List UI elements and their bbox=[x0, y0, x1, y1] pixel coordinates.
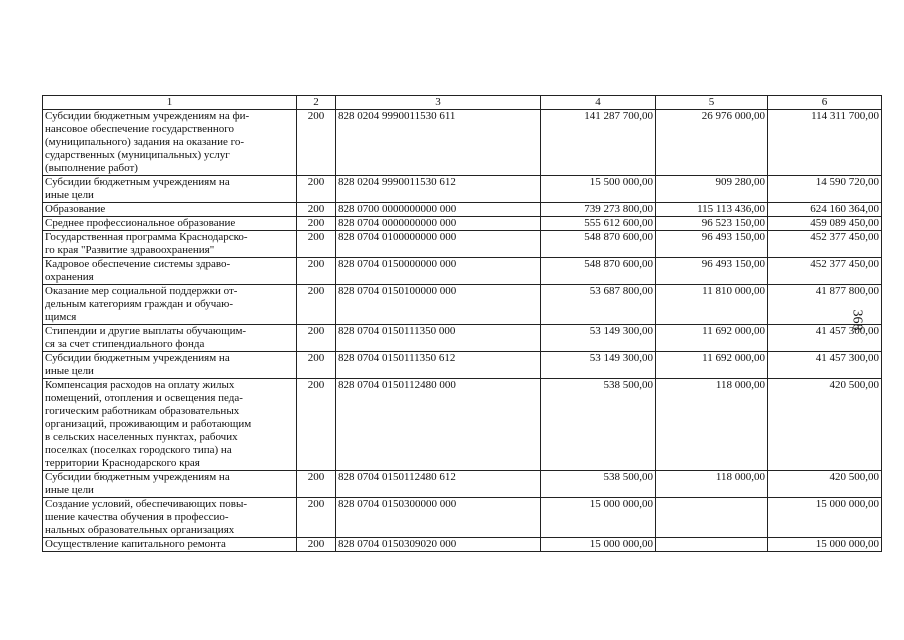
row-label: Среднее профессиональное образование bbox=[45, 217, 236, 229]
table-row bbox=[43, 231, 882, 258]
cell-code: 200 bbox=[297, 498, 336, 538]
cell-name bbox=[43, 217, 297, 231]
table-row bbox=[43, 352, 882, 379]
row-label: Субсидии бюджетным учреждениям на фи- нансовое обеспечение государственного (муниципального) задания на оказание го- сударственных (муниципальных) услуг (выполнение работ) bbox=[45, 110, 250, 174]
cell-col5 bbox=[656, 538, 768, 552]
cell-col4: 538 500,00 bbox=[541, 471, 656, 498]
cell-col6: 114 311 700,00 bbox=[768, 110, 882, 176]
table-body bbox=[43, 110, 882, 552]
row-label: Оказание мер социальной поддержки от- дельным категориям граждан и обучаю- щимся bbox=[45, 285, 238, 323]
table-row bbox=[43, 258, 882, 285]
header-col-4: 4 bbox=[541, 96, 656, 110]
cell-name bbox=[43, 352, 297, 379]
cell-code: 200 bbox=[297, 176, 336, 203]
cell-name bbox=[43, 325, 297, 352]
cell-kbk: 828 0204 9990011530 611 bbox=[336, 110, 541, 176]
cell-col4: 141 287 700,00 bbox=[541, 110, 656, 176]
header-col-3: 3 bbox=[336, 96, 541, 110]
cell-name bbox=[43, 498, 297, 538]
cell-code: 200 bbox=[297, 538, 336, 552]
cell-code: 200 bbox=[297, 471, 336, 498]
table-row bbox=[43, 203, 882, 217]
cell-col5 bbox=[656, 498, 768, 538]
cell-col5: 26 976 000,00 bbox=[656, 110, 768, 176]
cell-col4: 53 149 300,00 bbox=[541, 352, 656, 379]
cell-col6: 15 000 000,00 bbox=[768, 538, 882, 552]
cell-col5: 96 493 150,00 bbox=[656, 231, 768, 258]
cell-col6: 15 000 000,00 bbox=[768, 498, 882, 538]
cell-col5: 11 810 000,00 bbox=[656, 285, 768, 325]
table-row bbox=[43, 471, 882, 498]
cell-col5: 118 000,00 bbox=[656, 471, 768, 498]
table-row bbox=[43, 498, 882, 538]
table-row bbox=[43, 285, 882, 325]
row-label: Субсидии бюджетным учреждениям на иные цели bbox=[45, 352, 230, 377]
cell-col4: 53 687 800,00 bbox=[541, 285, 656, 325]
cell-name bbox=[43, 471, 297, 498]
cell-code: 200 bbox=[297, 110, 336, 176]
cell-kbk: 828 0704 0150112480 000 bbox=[336, 379, 541, 471]
cell-col5: 96 493 150,00 bbox=[656, 258, 768, 285]
table-row bbox=[43, 217, 882, 231]
header-col-2: 2 bbox=[297, 96, 336, 110]
row-label: Государственная программа Краснодарско- го края "Развитие здравоохранения" bbox=[45, 231, 248, 256]
cell-kbk: 828 0204 9990011530 612 bbox=[336, 176, 541, 203]
row-label: Субсидии бюджетным учреждениям на иные цели bbox=[45, 471, 230, 496]
cell-kbk: 828 0704 0100000000 000 bbox=[336, 231, 541, 258]
row-label: Создание условий, обеспечивающих повы- шение качества обучения в профессио- нальных образовательных организациях bbox=[45, 498, 248, 536]
cell-kbk: 828 0704 0000000000 000 bbox=[336, 217, 541, 231]
cell-col6: 41 877 800,00 bbox=[768, 285, 882, 325]
cell-kbk: 828 0704 0150111350 612 bbox=[336, 352, 541, 379]
cell-name bbox=[43, 231, 297, 258]
cell-col4: 555 612 600,00 bbox=[541, 217, 656, 231]
cell-col6: 459 089 450,00 bbox=[768, 217, 882, 231]
cell-name bbox=[43, 110, 297, 176]
cell-col4: 15 500 000,00 bbox=[541, 176, 656, 203]
cell-col5: 909 280,00 bbox=[656, 176, 768, 203]
cell-col4: 15 000 000,00 bbox=[541, 538, 656, 552]
cell-name bbox=[43, 538, 297, 552]
row-label: Субсидии бюджетным учреждениям на иные цели bbox=[45, 176, 230, 201]
cell-col6: 452 377 450,00 bbox=[768, 258, 882, 285]
cell-col4: 548 870 600,00 bbox=[541, 231, 656, 258]
cell-name bbox=[43, 203, 297, 217]
row-label: Кадровое обеспечение системы здраво- охранения bbox=[45, 258, 231, 283]
cell-col5: 115 113 436,00 bbox=[656, 203, 768, 217]
cell-kbk: 828 0704 0150111350 000 bbox=[336, 325, 541, 352]
cell-col6: 420 500,00 bbox=[768, 379, 882, 471]
cell-code: 200 bbox=[297, 285, 336, 325]
cell-kbk: 828 0704 0150112480 612 bbox=[336, 471, 541, 498]
table-row bbox=[43, 538, 882, 552]
cell-code: 200 bbox=[297, 217, 336, 231]
cell-col5: 96 523 150,00 bbox=[656, 217, 768, 231]
header-col-6: 6 bbox=[768, 96, 882, 110]
cell-col4: 15 000 000,00 bbox=[541, 498, 656, 538]
cell-code: 200 bbox=[297, 203, 336, 217]
cell-kbk: 828 0704 0150000000 000 bbox=[336, 258, 541, 285]
cell-col5: 11 692 000,00 bbox=[656, 352, 768, 379]
cell-col4: 53 149 300,00 bbox=[541, 325, 656, 352]
table-row bbox=[43, 379, 882, 471]
cell-code: 200 bbox=[297, 352, 336, 379]
cell-col6: 624 160 364,00 bbox=[768, 203, 882, 217]
cell-col4: 739 273 800,00 bbox=[541, 203, 656, 217]
cell-col6: 452 377 450,00 bbox=[768, 231, 882, 258]
cell-name bbox=[43, 285, 297, 325]
cell-kbk: 828 0704 0150309020 000 bbox=[336, 538, 541, 552]
budget-table bbox=[42, 95, 882, 552]
cell-name bbox=[43, 176, 297, 203]
cell-kbk: 828 0700 0000000000 000 bbox=[336, 203, 541, 217]
cell-col4: 538 500,00 bbox=[541, 379, 656, 471]
row-label: Образование bbox=[45, 203, 106, 215]
table-header-row bbox=[43, 96, 882, 110]
cell-col6: 420 500,00 bbox=[768, 471, 882, 498]
cell-code: 200 bbox=[297, 231, 336, 258]
cell-col6: 41 457 300,00 bbox=[768, 352, 882, 379]
cell-kbk: 828 0704 0150100000 000 bbox=[336, 285, 541, 325]
table-row bbox=[43, 110, 882, 176]
cell-kbk: 828 0704 0150300000 000 bbox=[336, 498, 541, 538]
page-number: 368 bbox=[849, 309, 865, 331]
row-label: Компенсация расходов на оплату жилых помещений, отопления и освещения педа- гогическим работникам образовательных организаций, проживающим и работающим в сельских населенных пунктах, рабочих поселках (поселках городского типа) на территории Краснодарского края bbox=[45, 379, 252, 469]
cell-col5: 118 000,00 bbox=[656, 379, 768, 471]
table-row bbox=[43, 325, 882, 352]
cell-col6: 14 590 720,00 bbox=[768, 176, 882, 203]
header-col-5: 5 bbox=[656, 96, 768, 110]
row-label: Осуществление капитального ремонта bbox=[45, 538, 226, 550]
cell-code: 200 bbox=[297, 379, 336, 471]
cell-name bbox=[43, 379, 297, 471]
cell-col4: 548 870 600,00 bbox=[541, 258, 656, 285]
table-row bbox=[43, 176, 882, 203]
row-label: Стипендии и другие выплаты обучающим- ся за счет стипендиального фонда bbox=[45, 325, 247, 350]
cell-code: 200 bbox=[297, 258, 336, 285]
cell-code: 200 bbox=[297, 325, 336, 352]
header-col-1: 1 bbox=[43, 96, 297, 110]
cell-col6: 41 457 300,00 bbox=[768, 325, 882, 352]
cell-col5: 11 692 000,00 bbox=[656, 325, 768, 352]
cell-name bbox=[43, 258, 297, 285]
